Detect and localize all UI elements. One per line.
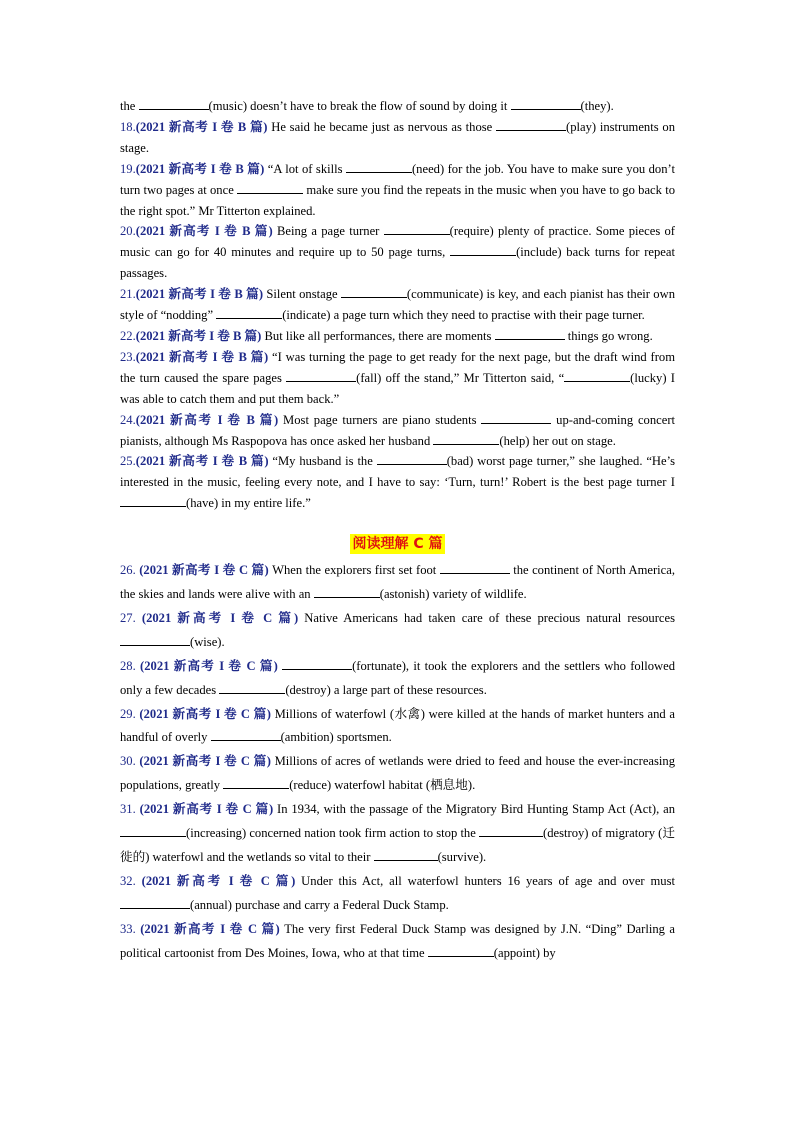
question-25: 25.(2021 新高考 I 卷 B 篇) “My husband is the (bad) worst page turner,” she laughed. “He’s interested in the music, feeling every note, and I have to say: ‘Turn, turn!’ Robert is the best page turner I (have) in my entire life.” bbox=[120, 454, 676, 511]
question-number: 32. bbox=[120, 873, 142, 888]
question-31: 31. (2021 新高考 I 卷 C 篇) In 1934, with the passage of the Migratory Bird Hunting Stamp Act (Act), an (increasing) concerned nation took firm action to stop the (destroy) of migratory (迁徙的) waterfowl and the wetlands so vital to their (survive). bbox=[120, 802, 675, 864]
source-tag: (2021 新高考 I 卷 B 篇) bbox=[135, 412, 279, 427]
question-30: 30. (2021 新高考 I 卷 C 篇) Millions of acres of wetlands were dried to feed and house the ever-increasing populations, greatly (reduce) waterfowl habitat (栖息地). bbox=[120, 754, 676, 793]
source-tag: (2021 新高考 I 卷 B 篇) bbox=[135, 119, 268, 134]
answer-blank[interactable] bbox=[384, 223, 450, 235]
source-tag: (2021 新高考 I 卷 C 篇) bbox=[139, 802, 274, 817]
source-tag: (2021 新高考 I 卷 B 篇) bbox=[135, 328, 262, 343]
source-tag: (2021 新高考 I 卷 C 篇) bbox=[140, 921, 280, 936]
answer-blank[interactable] bbox=[496, 119, 566, 131]
answer-blank[interactable] bbox=[346, 161, 412, 173]
source-tag: (2021 新高考 I 卷 B 篇) bbox=[135, 454, 269, 469]
source-tag: (2021 新高考 I 卷 B 篇) bbox=[135, 224, 273, 239]
question-32: 32. (2021 新高考 I 卷 C 篇) Under this Act, all waterfowl hunters 16 years of age and over must (annual) purchase and carry a Federal Duck Stamp. bbox=[120, 873, 676, 912]
question-24: 24.(2021 新高考 I 卷 B 篇) Most page turners are piano students up-and-coming concert pianists, although Ms Raspopova has once asked her husband (help) her out on stage. bbox=[120, 412, 676, 448]
section-b bbox=[120, 96, 675, 514]
answer-blank[interactable] bbox=[377, 453, 447, 465]
question-number: 22. bbox=[120, 328, 136, 343]
question-number: 25. bbox=[120, 454, 136, 469]
source-tag: (2021 新高考 I 卷 C 篇) bbox=[139, 706, 271, 721]
answer-blank[interactable] bbox=[120, 634, 190, 646]
answer-blank[interactable] bbox=[314, 586, 380, 598]
question-number: 27. bbox=[120, 610, 142, 625]
answer-blank[interactable] bbox=[237, 182, 303, 194]
source-tag: (2021 新高考 I 卷 C 篇) bbox=[141, 610, 299, 625]
answer-blank[interactable] bbox=[286, 370, 356, 382]
answer-blank[interactable] bbox=[564, 370, 630, 382]
answer-blank[interactable] bbox=[479, 825, 543, 837]
question-28: 28. (2021 新高考 I 卷 C 篇) (fortunate), it took the explorers and the settlers who followed only a few decades (destroy) a large part of these resources. bbox=[120, 658, 676, 697]
answer-blank[interactable] bbox=[495, 328, 565, 340]
question-29: 29. (2021 新高考 I 卷 C 篇) Millions of waterfowl (水禽) were killed at the hands of market hunters and a handful of overly (ambition) sportsmen. bbox=[120, 706, 675, 745]
answer-blank[interactable] bbox=[440, 562, 510, 574]
answer-blank[interactable] bbox=[211, 729, 281, 741]
source-tag: (2021 新高考 I 卷 B 篇) bbox=[135, 161, 265, 176]
source-tag: (2021 新高考 I 卷 B 篇) bbox=[135, 349, 269, 364]
source-tag: (2021 新高考 I 卷 C 篇) bbox=[140, 658, 278, 673]
question-number: 23. bbox=[120, 349, 136, 364]
answer-blank[interactable] bbox=[219, 682, 285, 694]
question-number: 19. bbox=[120, 161, 136, 176]
answer-blank[interactable] bbox=[341, 286, 407, 298]
answer-blank[interactable] bbox=[481, 412, 551, 424]
section-c bbox=[120, 559, 675, 965]
answer-blank[interactable] bbox=[433, 433, 499, 445]
question-19: 19.(2021 新高考 I 卷 B 篇) “A lot of skills (need) for the job. You have to make sure you don’t turn two pages at once make sure you find the repeats in the music when you have to go back to the right spot.” Mr Titterton explained. bbox=[120, 161, 675, 218]
answer-blank[interactable] bbox=[374, 849, 438, 861]
question-23: 23.(2021 新高考 I 卷 B 篇) “I was turning the page to get ready for the next page, but the draft wind from the turn caused the spare pages (fall) off the stand,” Mr Titterton said, “ (lucky) I was able to catch them and put them back.” bbox=[120, 349, 675, 406]
source-tag: (2021 新高考 I 卷 C 篇) bbox=[139, 563, 269, 578]
question-number: 33. bbox=[120, 921, 141, 936]
section-c-heading bbox=[120, 534, 675, 556]
answer-blank[interactable] bbox=[428, 945, 494, 957]
answer-blank[interactable] bbox=[120, 495, 186, 507]
question-number: 18. bbox=[120, 119, 136, 134]
answer-blank[interactable] bbox=[139, 98, 209, 110]
question-number: 30. bbox=[120, 754, 140, 769]
answer-blank[interactable] bbox=[511, 98, 581, 110]
question-21: 21.(2021 新高考 I 卷 B 篇) Silent onstage (communicate) is key, and each pianist has their own style of “nodding” (indicate) a page turn which they need to practise with their page turner. bbox=[120, 287, 676, 323]
question-26: 26. (2021 新高考 I 卷 C 篇) When the explorers first set foot the continent of North America, the skies and lands were alive with an (astonish) variety of wildlife. bbox=[120, 563, 676, 602]
question-20: 20.(2021 新高考 I 卷 B 篇) Being a page turner (require) plenty of practice. Some pieces of music can go for 40 minutes and require up to 50 page turns, (include) back turns for repeat passages. bbox=[120, 224, 675, 281]
answer-blank[interactable] bbox=[282, 658, 352, 670]
source-tag: (2021 新高考 I 卷 C 篇) bbox=[141, 873, 296, 888]
answer-blank[interactable] bbox=[223, 777, 289, 789]
question-17-continuation: the (music) doesn’t have to break the flow of sound by doing it (they). bbox=[120, 99, 614, 113]
question-33: 33. (2021 新高考 I 卷 C 篇) The very first Federal Duck Stamp was designed by J.N. “Ding” Darling a political cartoonist from Des Moines, Iowa, who at that time (appoint) by bbox=[120, 921, 675, 960]
question-number: 31. bbox=[120, 802, 140, 817]
question-number: 26. bbox=[120, 563, 140, 578]
section-c-title: 阅读理解 C 篇 bbox=[352, 536, 443, 553]
answer-blank[interactable] bbox=[450, 244, 516, 256]
question-18: 18.(2021 新高考 I 卷 B 篇) He said he became just as nervous as those (play) instruments on stage. bbox=[120, 119, 675, 155]
source-tag: (2021 新高考 I 卷 C 篇) bbox=[139, 754, 271, 769]
answer-blank[interactable] bbox=[216, 307, 282, 319]
question-number: 20. bbox=[120, 224, 136, 239]
question-22: 22.(2021 新高考 I 卷 B 篇) But like all performances, there are moments things go wrong. bbox=[120, 328, 653, 343]
question-number: 29. bbox=[120, 706, 140, 721]
question-number: 24. bbox=[120, 412, 136, 427]
document-page bbox=[120, 96, 675, 966]
question-number: 28. bbox=[120, 658, 141, 673]
question-27: 27. (2021 新高考 I 卷 C 篇) Native Americans had taken care of these precious natural resources (wise). bbox=[120, 610, 675, 649]
source-tag: (2021 新高考 I 卷 B 篇) bbox=[135, 287, 264, 302]
question-number: 21. bbox=[120, 287, 136, 302]
answer-blank[interactable] bbox=[120, 825, 186, 837]
answer-blank[interactable] bbox=[120, 897, 190, 909]
